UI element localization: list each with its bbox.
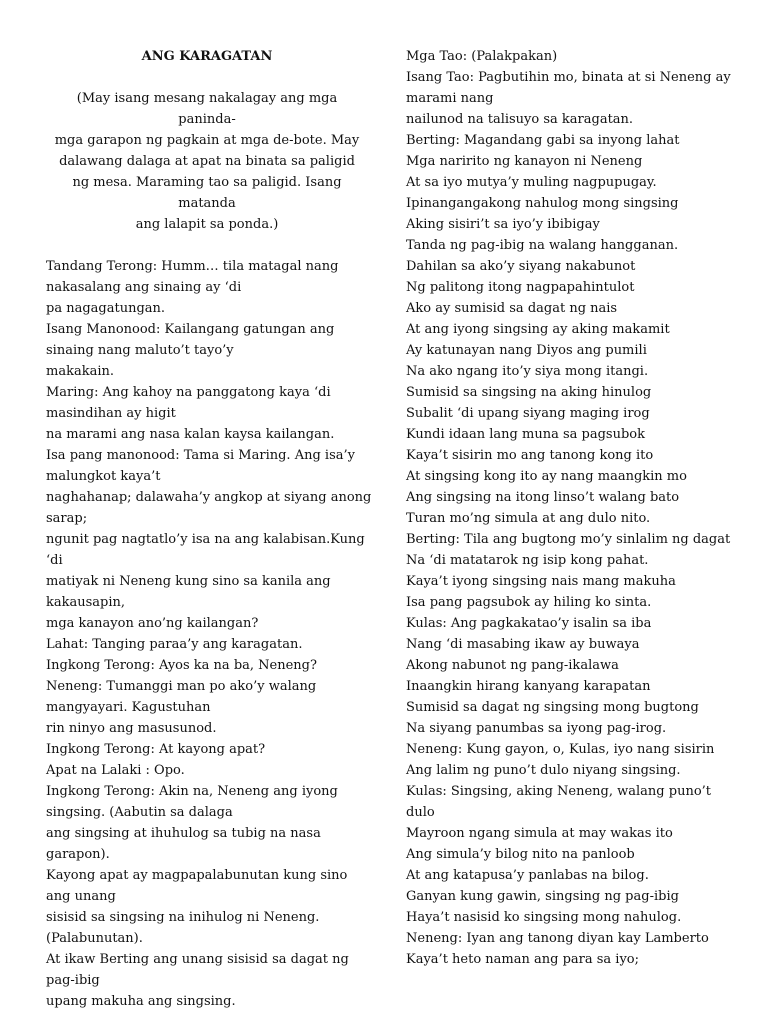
text-line: dalawang dalaga at apat na binata sa paligid bbox=[59, 154, 355, 169]
text-line: sarap; bbox=[46, 511, 88, 526]
text-line: nailunod na talisuyo sa karagatan. bbox=[406, 112, 634, 127]
text-line: upang makuha ang singsing. bbox=[46, 994, 236, 1009]
text-line: Isang Manonood: Kailangang gatungan ang bbox=[46, 322, 335, 337]
text-line: Ingkong Terong: Akin na, Neneng ang iyong bbox=[46, 784, 338, 799]
stage-direction-intro bbox=[46, 88, 368, 235]
text-line: Kulas: Ang pagkakatao’y isalin sa iba bbox=[406, 616, 652, 631]
text-line: Kundi idaan lang muna sa pagsubok bbox=[406, 427, 645, 442]
text-line: (Palabunutan). bbox=[46, 931, 143, 946]
text-line: Na ‘di matatarok ng isip kong pahat. bbox=[406, 553, 649, 568]
text-line: sisisid sa singsing na inihulog ni Neneng. bbox=[46, 910, 320, 925]
text-line: Aking sisiri’t sa iyo’y ibibigay bbox=[406, 217, 600, 232]
text-line: Maring: Ang kahoy na panggatong kaya ‘di bbox=[46, 385, 331, 400]
text-line: Kayong apat ay magpapalabunutan kung sino bbox=[46, 868, 348, 883]
text-line: Neneng: Iyan ang tanong diyan kay Lamberto bbox=[406, 931, 709, 946]
text-line: Ganyan kung gawin, singsing ng pag-ibig bbox=[406, 889, 679, 904]
text-line: Isa pang manonood: Tama si Maring. Ang isa’y bbox=[46, 448, 355, 463]
text-line: Haya’t nasisid ko singsing mong nahulog. bbox=[406, 910, 682, 925]
text-line: At ikaw Berting ang unang sisisid sa dagat ng bbox=[46, 952, 349, 967]
text-line: Kaya’t heto naman ang para sa iyo; bbox=[406, 952, 640, 967]
text-line: matiyak ni Neneng kung sino sa kanila ang bbox=[46, 574, 331, 589]
text-line: nakasalang ang sinaing ay ‘di bbox=[46, 280, 242, 295]
text-line: Neneng: Tumanggi man po ako’y walang bbox=[46, 679, 317, 694]
text-line: Ipinangangakong nahulog mong singsing bbox=[406, 196, 679, 211]
text-line: Berting: Magandang gabi sa inyong lahat bbox=[406, 133, 680, 148]
text-line: Ay katunayan nang Diyos ang pumili bbox=[406, 343, 647, 358]
text-line: Akong nabunot ng pang-ikalawa bbox=[406, 658, 619, 673]
text-line: na marami ang nasa kalan kaysa kailangan. bbox=[46, 427, 335, 442]
text-line: Kaya’t sisirin mo ang tanong kong ito bbox=[406, 448, 654, 463]
text-line: Inaangkin hirang kanyang karapatan bbox=[406, 679, 651, 694]
text-line: Tandang Terong: Humm… tila matagal nang bbox=[46, 259, 339, 274]
text-line: Isa pang pagsubok ay hiling ko sinta. bbox=[406, 595, 652, 610]
text-line: Mga Tao: (Palakpakan) bbox=[406, 49, 558, 64]
text-line: marami nang bbox=[406, 91, 494, 106]
text-line: ng mesa. Maraming tao sa paligid. Isang matanda bbox=[72, 175, 342, 211]
text-line: Ang singsing na itong linso’t walang bato bbox=[406, 490, 680, 505]
text-line: At sa iyo mutya’y muling nagpupugay. bbox=[406, 175, 657, 190]
text-line: kakausapin, bbox=[46, 595, 126, 610]
text-line: Na siyang panumbas sa iyong pag-irog. bbox=[406, 721, 667, 736]
text-line: Apat na Lalaki : Opo. bbox=[46, 763, 185, 778]
text-line: Mayroon ngang simula at may wakas ito bbox=[406, 826, 673, 841]
text-line: Na ako ngang ito’y siya mong itangi. bbox=[406, 364, 649, 379]
text-line: mangyayari. Kagustuhan bbox=[46, 700, 211, 715]
text-line: sinaing nang maluto’t tayo’y bbox=[46, 343, 234, 358]
text-line: ang singsing at ihuhulog sa tubig na nasa bbox=[46, 826, 321, 841]
text-line: Kaya’t iyong singsing nais mang makuha bbox=[406, 574, 676, 589]
text-line: Tanda ng pag-ibig na walang hangganan. bbox=[406, 238, 679, 253]
text-line: masindihan ay higit bbox=[46, 406, 176, 421]
text-line: Mga naririto ng kanayon ni Neneng bbox=[406, 154, 643, 169]
text-line: makakain. bbox=[46, 364, 114, 379]
text-line: Isang Tao: Pagbutihin mo, binata at si Neneng ay bbox=[406, 70, 731, 85]
left-column-text bbox=[46, 256, 372, 1012]
text-line: Ingkong Terong: Ayos ka na ba, Neneng? bbox=[46, 658, 317, 673]
text-line: Berting: Tila ang bugtong mo’y sinlalim ng dagat bbox=[406, 532, 731, 547]
right-column bbox=[406, 46, 736, 970]
text-line: Ng palitong itong nagpapahintulot bbox=[406, 280, 635, 295]
text-line: Ang lalim ng puno’t dulo niyang singsing. bbox=[406, 763, 681, 778]
text-line: ang lalapit sa ponda.) bbox=[135, 217, 279, 232]
text-line: Ako ay sumisid sa dagat ng nais bbox=[406, 301, 618, 316]
text-line: Dahilan sa ako’y siyang nakabunot bbox=[406, 259, 636, 274]
text-line: Turan mo’ng simula at ang dulo nito. bbox=[406, 511, 651, 526]
text-line: Lahat: Tanging paraa’y ang karagatan. bbox=[46, 637, 303, 652]
text-line: singsing. (Aabutin sa dalaga bbox=[46, 805, 233, 820]
text-line: dulo bbox=[406, 805, 435, 820]
text-line: Sumisid sa dagat ng singsing mong bugtong bbox=[406, 700, 699, 715]
text-line: malungkot kaya’t bbox=[46, 469, 161, 484]
text-line: Ang simula’y bilog nito na panloob bbox=[406, 847, 635, 862]
text-line: At ang iyong singsing ay aking makamit bbox=[406, 322, 670, 337]
text-line: Ingkong Terong: At kayong apat? bbox=[46, 742, 266, 757]
text-line: Sumisid sa singsing na aking hinulog bbox=[406, 385, 652, 400]
text-line: rin ninyo ang masusunod. bbox=[46, 721, 217, 736]
text-line: At singsing kong ito ay nang maangkin mo bbox=[406, 469, 687, 484]
text-line: Neneng: Kung gayon, o, Kulas, iyo nang sisirin bbox=[406, 742, 715, 757]
left-column bbox=[46, 46, 372, 1012]
text-line: ‘di bbox=[46, 553, 63, 568]
text-line: pag-ibig bbox=[46, 973, 100, 988]
right-column-text bbox=[406, 46, 736, 970]
text-line: Subalit ‘di upang siyang maging irog bbox=[406, 406, 650, 421]
text-line: garapon). bbox=[46, 847, 110, 862]
text-line: pa nagagatungan. bbox=[46, 301, 166, 316]
text-line: Kulas: Singsing, aking Neneng, walang puno’t bbox=[406, 784, 712, 799]
text-line: naghahanap; dalawaha’y angkop at siyang anong bbox=[46, 490, 372, 505]
text-line: (May isang mesang nakalagay ang mga paninda- bbox=[76, 91, 338, 127]
text-line: mga kanayon ano’ng kailangan? bbox=[46, 616, 259, 631]
text-line: Nang ‘di masabing ikaw ay buwaya bbox=[406, 637, 640, 652]
text-line: ngunit pag nagtatlo’y isa na ang kalabisan.Kung bbox=[46, 532, 365, 547]
document-title: ANG KARAGATAN bbox=[141, 49, 273, 64]
text-line: mga garapon ng pagkain at mga de-bote. May bbox=[54, 133, 360, 148]
text-line: At ang katapusa’y panlabas na bilog. bbox=[406, 868, 649, 883]
text-line: ang unang bbox=[46, 889, 116, 904]
